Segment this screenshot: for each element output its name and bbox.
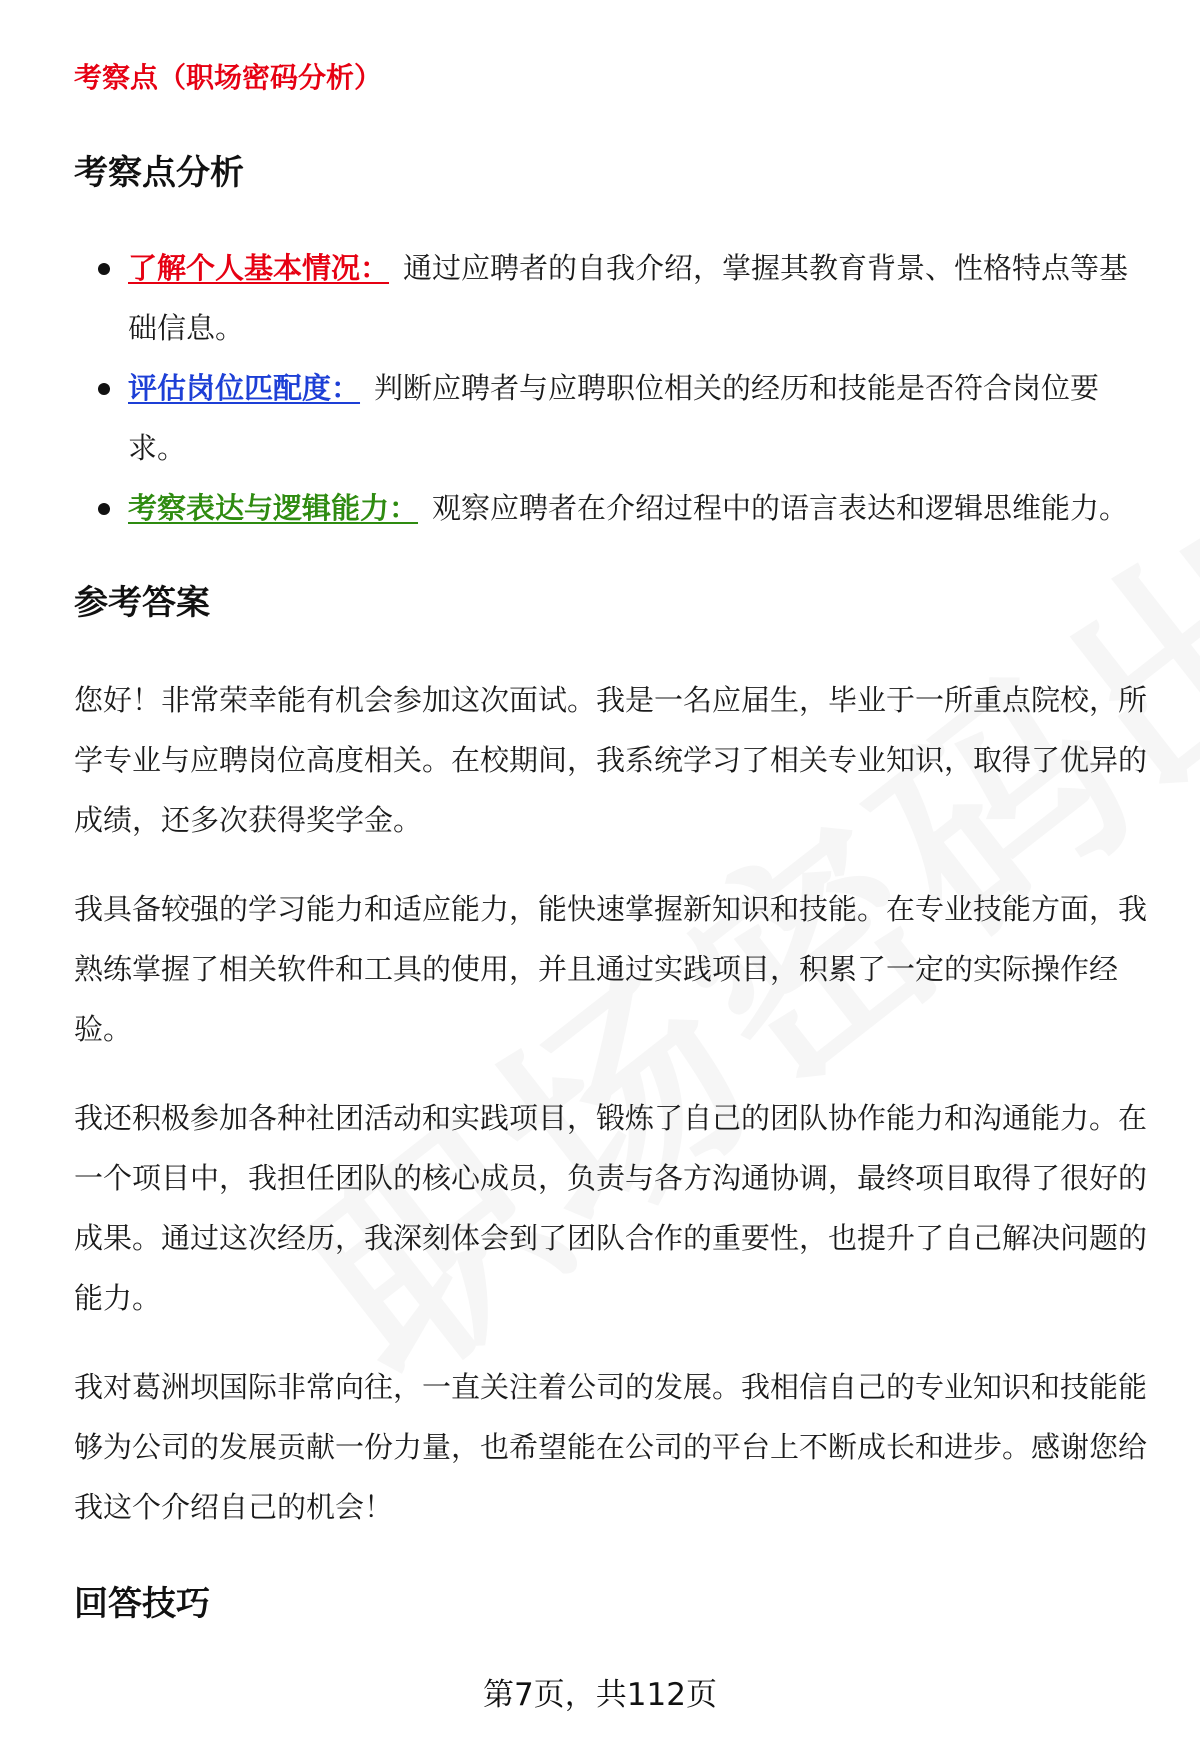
topic-heading: 考察点（职场密码分析）: [74, 61, 383, 94]
answer-paragraph: 我对葛洲坝国际非常向往，一直关注着公司的发展。我相信自己的专业知识和技能能够为公司的发展贡献一份力量，也希望能在公司的平台上不断成长和进步。感谢您给我这个介绍自己的机会！: [74, 1370, 1148, 1524]
answer-paragraph: 我具备较强的学习能力和适应能力，能快速掌握新知识和技能。在专业技能方面，我熟练掌握了相关软件和工具的使用，并且通过实践项目，积累了一定的实际操作经验。: [74, 892, 1148, 1046]
answer-heading: 参考答案: [74, 583, 210, 623]
analysis-item: [74, 358, 1149, 478]
bullet-icon: [98, 383, 110, 395]
content: [74, 58, 1149, 1627]
tips-heading: 回答技巧: [74, 1584, 210, 1624]
analysis-item: [74, 478, 1149, 538]
analysis-text: 判断应聘者与应聘职位相关的经历和技能是否符合岗位要求。: [128, 371, 1100, 465]
bullet-icon: [98, 263, 110, 275]
analysis-keyword: 了解个人基本情况：: [128, 251, 390, 285]
analysis-keyword: 评估岗位匹配度：: [128, 371, 361, 405]
analysis-text: 观察应聘者在介绍过程中的语言表达和逻辑思维能力。: [432, 491, 1129, 525]
bullet-icon: [98, 503, 110, 515]
analysis-heading: 考察点分析: [74, 153, 244, 193]
page-number: 第7页，共112页: [483, 1677, 717, 1713]
analysis-item: [74, 238, 1149, 358]
answer-paragraph: 我还积极参加各种社团活动和实践项目，锻炼了自己的团队协作能力和沟通能力。在一个项目中，我担任团队的核心成员，负责与各方沟通协调，最终项目取得了很好的成果。通过这次经历，我深刻体会到了团队合作的重要性，也提升了自己解决问题的能力。: [74, 1101, 1148, 1315]
answer-paragraph: 您好！非常荣幸能有机会参加这次面试。我是一名应届生，毕业于一所重点院校，所学专业与应聘岗位高度相关。在校期间，我系统学习了相关专业知识，取得了优异的成绩，还多次获得奖学金。: [74, 683, 1148, 837]
analysis-keyword: 考察表达与逻辑能力：: [128, 491, 419, 525]
analysis-list: [74, 238, 1149, 538]
analysis-text: 通过应聘者的自我介绍，掌握其教育背景、性格特点等基础信息。: [128, 251, 1129, 345]
